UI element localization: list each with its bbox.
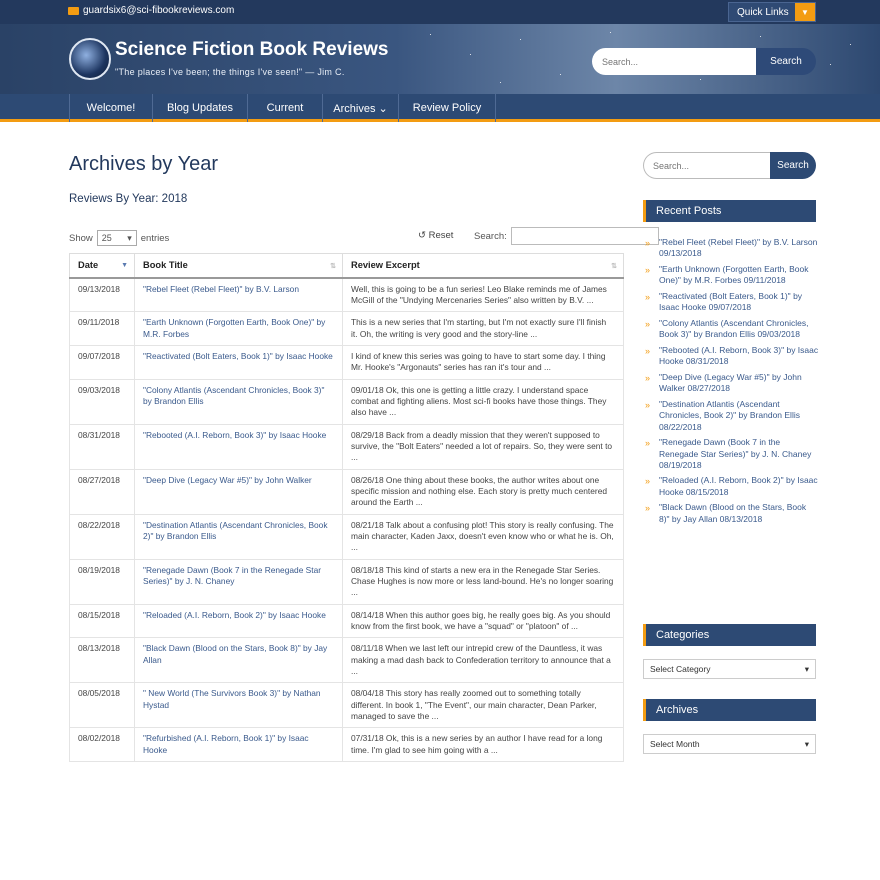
recent-post-item[interactable] — [645, 399, 819, 433]
chevron-right-icon: » — [645, 318, 651, 329]
recent-post-link[interactable]: "Rebooted (A.I. Reborn, Book 3)" by Isaac Hooke 08/31/2018 — [659, 344, 819, 367]
caret-down-icon: ▾ — [127, 232, 132, 243]
recent-post-link[interactable]: "Rebel Fleet (Rebel Fleet)" by B.V. Larson 09/13/2018 — [659, 237, 818, 259]
header-search-button[interactable]: Search — [756, 48, 816, 75]
caret-down-icon: ▾ — [804, 738, 809, 749]
chevron-right-icon: » — [645, 438, 651, 449]
page-length-control — [69, 230, 169, 246]
table-row — [70, 312, 624, 346]
row-book-title[interactable]: "Colony Atlantis (Ascendant Chronicles, Book 3)" by Brandon Ellis — [135, 379, 343, 424]
entries-label: entries — [140, 232, 170, 244]
row-book-title[interactable]: "Reloaded (A.I. Reborn, Book 2)" by Isaac Hooke — [135, 604, 343, 638]
chevron-right-icon: » — [645, 399, 651, 410]
row-date: 08/02/2018 — [70, 728, 135, 762]
recent-post-link[interactable]: "Destination Atlantis (Ascendant Chronicles, Book 2)" by Brandon Ellis 08/22/2018 — [659, 398, 800, 432]
table-row — [70, 638, 624, 683]
archives-select[interactable] — [643, 734, 816, 754]
archives-table — [69, 253, 624, 762]
recent-post-item[interactable] — [645, 437, 819, 471]
recent-post-item[interactable] — [645, 372, 819, 395]
nav-item-blog-updates[interactable]: Blog Updates — [152, 94, 247, 122]
chevron-right-icon: » — [645, 264, 651, 275]
recent-post-link[interactable]: "Reloaded (A.I. Reborn, Book 2)" by Isaac Hooke 08/15/2018 — [659, 475, 818, 497]
page-size-select[interactable] — [97, 230, 137, 246]
row-excerpt: 08/29/18 Back from a deadly mission that they weren't supposed to survive, the "Bolt Eaters" needed a lot of repairs. So, they were sent to ... — [343, 424, 624, 469]
row-excerpt: 09/01/18 Ok, this one is getting a little crazy. I understand space combat and fighting aliens. Most sci-fi books have those things. They also have ... — [343, 379, 624, 424]
recent-post-item[interactable] — [645, 318, 819, 341]
recent-post-item[interactable] — [645, 345, 819, 368]
recent-post-item[interactable] — [645, 502, 819, 525]
row-date: 08/19/2018 — [70, 559, 135, 604]
header-search-input[interactable] — [592, 48, 756, 75]
chevron-right-icon: » — [645, 372, 651, 383]
row-book-title[interactable]: " New World (The Survivors Book 3)" by Nathan Hystad — [135, 683, 343, 728]
chevron-right-icon: » — [645, 238, 651, 248]
site-header — [0, 24, 880, 94]
chevron-down-icon: ▼ — [795, 3, 815, 21]
column-header-date[interactable] — [70, 254, 135, 278]
row-date: 08/27/2018 — [70, 469, 135, 514]
table-row — [70, 278, 624, 312]
row-date: 08/31/2018 — [70, 424, 135, 469]
row-excerpt: 08/26/18 One thing about these books, the author writes about one specific mission and nothing else. Each story is pretty much centered around the Earth ... — [343, 469, 624, 514]
row-date: 08/22/2018 — [70, 514, 135, 559]
row-book-title[interactable]: "Deep Dive (Legacy War #5)" by John Walker — [135, 469, 343, 514]
sort-icon: ⇅ — [611, 263, 617, 270]
sidebar-search-input[interactable] — [643, 152, 770, 179]
table-row — [70, 379, 624, 424]
recent-post-item[interactable] — [645, 264, 819, 287]
row-date: 08/05/2018 — [70, 683, 135, 728]
reset-icon: ↺ — [418, 230, 429, 241]
row-book-title[interactable]: "Black Dawn (Blood on the Stars, Book 8)" by Jay Allan — [135, 638, 343, 683]
chevron-right-icon: » — [645, 476, 651, 487]
email-text: guardsix6@sci-fibookreviews.com — [83, 5, 235, 16]
top-bar — [0, 0, 880, 24]
row-book-title[interactable]: "Renegade Dawn (Book 7 in the Renegade Star Series)" by J. N. Chaney — [135, 559, 343, 604]
categories-title: Categories — [643, 624, 816, 646]
row-book-title[interactable]: "Reactivated (Bolt Eaters, Book 1)" by Isaac Hooke — [135, 345, 343, 379]
quick-links-label: Quick Links — [737, 6, 789, 18]
table-row — [70, 604, 624, 638]
row-book-title[interactable]: "Rebooted (A.I. Reborn, Book 3)" by Isaac Hooke — [135, 424, 343, 469]
recent-post-link[interactable]: "Deep Dive (Legacy War #5)" by John Walker 08/27/2018 — [659, 371, 802, 394]
row-excerpt: I kind of knew this series was going to have to start some day. I thing Mr. Hooke's "Argonauts" series has ran it's tour and ... — [343, 345, 624, 379]
recent-post-link[interactable]: "Reactivated (Bolt Eaters, Book 1)" by Isaac Hooke 09/07/2018 — [659, 290, 803, 313]
table-search-input[interactable] — [511, 227, 659, 245]
sort-icon: ⇅ — [330, 263, 336, 270]
reset-label: Reset — [428, 230, 454, 241]
recent-post-link[interactable]: "Earth Unknown (Forgotten Earth, Book One)" by M.R. Forbes 09/11/2018 — [659, 263, 809, 286]
email-link[interactable] — [68, 5, 234, 16]
recent-posts-list — [645, 237, 819, 529]
column-header-label: Book Title — [143, 260, 188, 271]
archives-title: Archives — [643, 699, 816, 721]
table-row — [70, 728, 624, 762]
nav-item-current[interactable]: Current — [247, 94, 322, 122]
reset-button[interactable] — [418, 230, 453, 241]
recent-post-item[interactable] — [645, 291, 819, 314]
chevron-right-icon: » — [645, 345, 651, 356]
row-date: 09/03/2018 — [70, 379, 135, 424]
page-subtitle: Reviews By Year: 2018 — [69, 193, 188, 205]
column-header-excerpt[interactable] — [343, 254, 624, 278]
table-search — [474, 227, 659, 245]
site-logo[interactable] — [69, 38, 111, 80]
row-excerpt: This is a new series that I'm starting, but I'm not exactly sure I'll finish it. Oh, the writing is very good and the story-line ... — [343, 312, 624, 346]
mail-icon — [68, 7, 79, 15]
row-book-title[interactable]: "Rebel Fleet (Rebel Fleet)" by B.V. Larson — [135, 278, 343, 312]
recent-post-link[interactable]: "Renegade Dawn (Book 7 in the Renegade Star Series)" by J. N. Chaney 08/19/2018 — [659, 437, 812, 470]
row-excerpt: 07/31/18 Ok, this is a new series by an author I have read for a long time. I'm glad to see him going with a ... — [343, 728, 624, 762]
table-search-label: Search: — [474, 230, 507, 242]
page-title: Archives by Year — [69, 153, 218, 175]
recent-posts-title: Recent Posts — [643, 200, 816, 222]
row-date: 08/15/2018 — [70, 604, 135, 638]
categories-select-value: Select Category — [650, 664, 711, 674]
nav-item-welcome[interactable]: Welcome! — [69, 94, 152, 122]
show-label: Show — [69, 232, 93, 244]
recent-post-link[interactable]: "Black Dawn (Blood on the Stars, Book 8)" by Jay Allan 08/13/2018 — [659, 502, 807, 524]
sidebar-search-button[interactable]: Search — [770, 152, 816, 179]
row-book-title[interactable]: "Destination Atlantis (Ascendant Chronicles, Book 2)" by Brandon Ellis — [135, 514, 343, 559]
table-row — [70, 469, 624, 514]
caret-down-icon: ▾ — [804, 663, 809, 674]
quick-links-button[interactable] — [728, 2, 816, 22]
recent-post-item[interactable] — [645, 237, 819, 260]
chevron-right-icon: » — [645, 503, 651, 514]
row-excerpt: Well, this is going to be a fun series! Leo Blake reminds me of James McGill of the "Undying Mercenaries Series" also written by B.V. ... — [343, 278, 624, 312]
row-date: 09/07/2018 — [70, 345, 135, 379]
archives-select-value: Select Month — [650, 739, 700, 749]
header-search — [592, 48, 816, 75]
sort-desc-icon: ▼ — [121, 262, 128, 269]
row-date: 09/11/2018 — [70, 312, 135, 346]
nav-item-review-policy[interactable]: Review Policy — [398, 94, 496, 122]
row-excerpt: 08/14/18 When this author goes big, he really goes big. As you should know from the first book, we have a "squad" or "platoon" of ... — [343, 604, 624, 638]
site-title[interactable]: Science Fiction Book Reviews — [115, 39, 389, 60]
column-header-title[interactable] — [135, 254, 343, 278]
row-book-title[interactable]: "Refurbished (A.I. Reborn, Book 1)" by Isaac Hooke — [135, 728, 343, 762]
main-nav — [0, 94, 880, 122]
row-date: 08/13/2018 — [70, 638, 135, 683]
table-row — [70, 683, 624, 728]
site-tagline: "The places I've been; the things I've seen!" — Jim C. — [115, 67, 345, 77]
sidebar-search — [643, 152, 816, 179]
column-header-label: Date — [78, 260, 99, 271]
column-header-label: Review Excerpt — [351, 260, 420, 271]
row-excerpt: 08/18/18 This kind of starts a new era in the Renegade Star Series. Chase Hughes is now more or less land-bound. He's no longer soaring ... — [343, 559, 624, 604]
row-excerpt: 08/11/18 When we last left our intrepid crew of the Dauntless, it was making a mad dash back to Confederation territory to announce that a ... — [343, 638, 624, 683]
row-excerpt: 08/04/18 This story has really zoomed out to something totally different. In book 1, "The Event", our main character, Dean Parker, managed to save the ... — [343, 683, 624, 728]
table-row — [70, 559, 624, 604]
table-row — [70, 514, 624, 559]
recent-post-item[interactable] — [645, 475, 819, 498]
recent-post-link[interactable]: "Colony Atlantis (Ascendant Chronicles, Book 3)" by Brandon Ellis 09/03/2018 — [659, 317, 809, 340]
categories-select[interactable] — [643, 659, 816, 679]
row-book-title[interactable]: "Earth Unknown (Forgotten Earth, Book One)" by M.R. Forbes — [135, 312, 343, 346]
page-size-value: 25 — [101, 233, 112, 243]
table-row — [70, 345, 624, 379]
table-row — [70, 424, 624, 469]
nav-item-archives[interactable]: Archives ⌄ — [322, 94, 398, 122]
chevron-right-icon: » — [645, 291, 651, 302]
row-excerpt: 08/21/18 Talk about a confusing plot! This story is really confusing. The main character, Kaden Jaxx, doesn't even know who or what he is. Oh, ... — [343, 514, 624, 559]
row-date: 09/13/2018 — [70, 278, 135, 312]
